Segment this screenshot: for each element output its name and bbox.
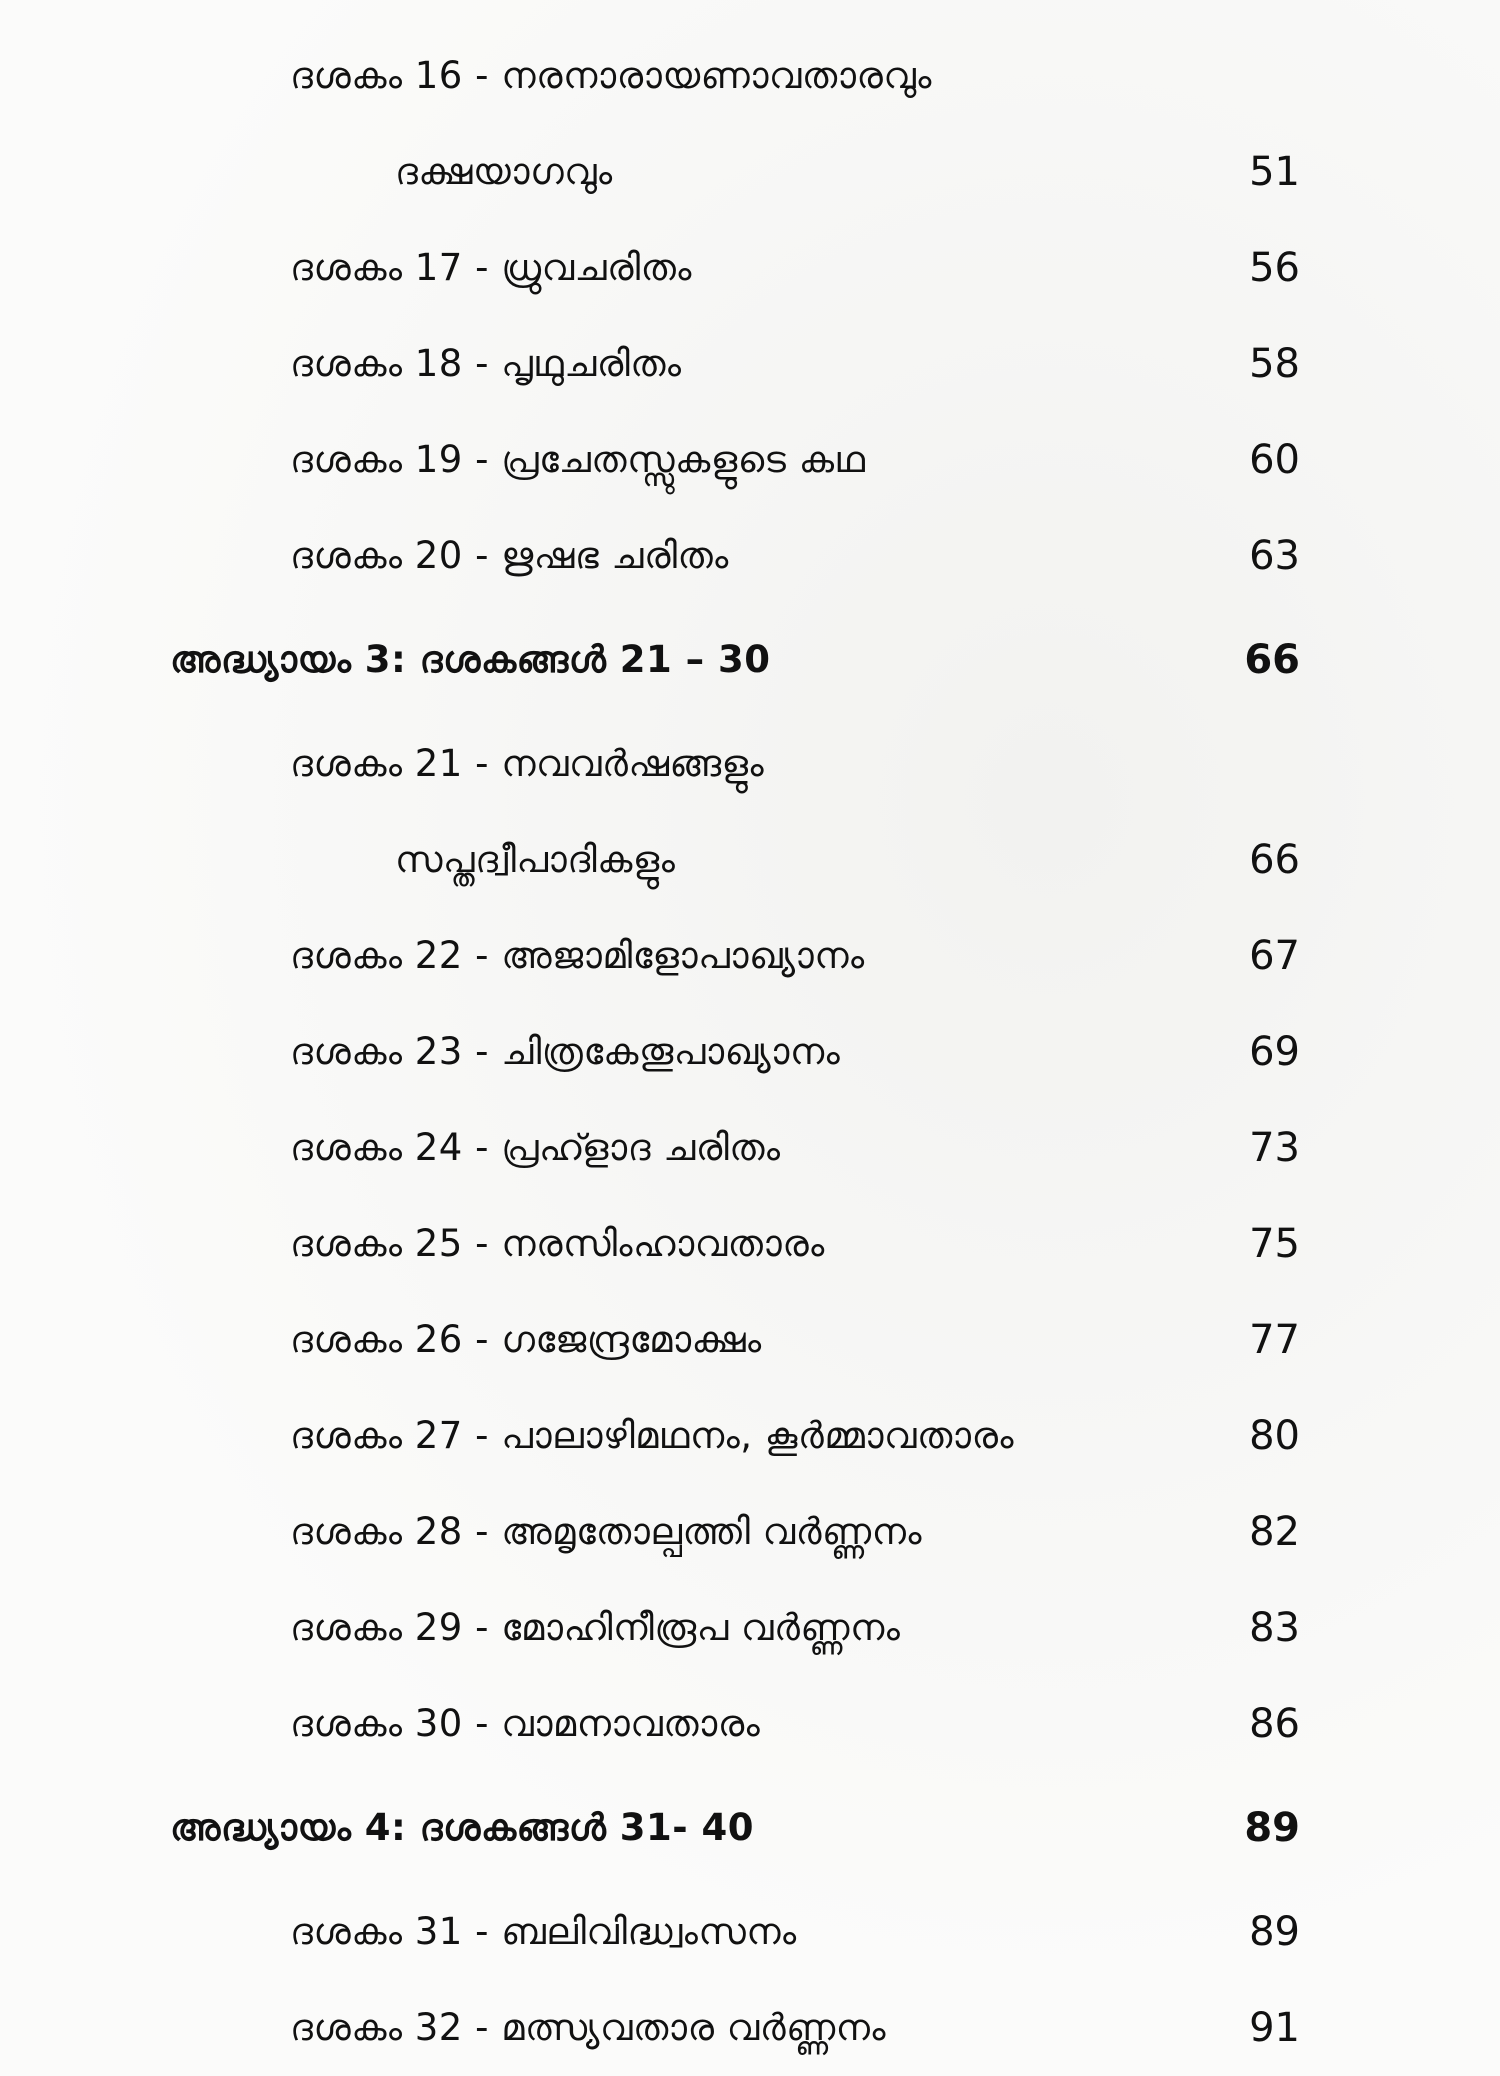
toc-entry-page: 86 [1249,1701,1300,1747]
toc-entry-dasakam-16-continued [170,124,1300,220]
toc-chapter-3 [170,604,1300,716]
toc-entry-title: ദശകം 20 - ഋഷഭ ചരിതം [290,534,729,577]
toc-entry-dasakam-28 [170,1484,1300,1580]
toc-entry-page: 89 [1249,1909,1300,1955]
toc-entry-title: ദശകം 19 - പ്രചേതസ്സുകളുടെ കഥ [290,438,866,481]
toc-entry-title: ദശകം 16 - നരനാരായണാവതാരവും [290,54,932,97]
toc-entry-title: ദശകം 29 - മോഹിനീരൂപ വർണ്ണനം [290,1606,901,1649]
toc-entry-title: ദശകം 30 - വാമനാവതാരം [290,1702,761,1745]
toc-entry-dasakam-18 [170,316,1300,412]
toc-entry-title: ദശകം 32 - മത്സ്യവതാര വർണ്ണനം [290,2006,887,2049]
toc-entry-page: 56 [1249,245,1300,291]
toc-entry-title: ദശകം 27 - പാലാഴിമഥനം, കൂർമ്മാവതാരം [290,1414,1014,1457]
toc-entry-dasakam-27 [170,1388,1300,1484]
toc-entry-title: ദശകം 23 - ചിത്രകേതൂപാഖ്യാനം [290,1030,841,1073]
toc-entry-page: 75 [1249,1221,1300,1267]
toc-entry-title: ദശകം 18 - പൃഥുചരിതം [290,342,682,385]
toc-entry-dasakam-30 [170,1676,1300,1772]
toc-entry-page: 66 [1249,837,1300,883]
toc-chapter-page: 89 [1244,1805,1300,1851]
toc-entry-dasakam-17 [170,220,1300,316]
toc-entry-dasakam-29 [170,1580,1300,1676]
table-of-contents [170,28,1300,2076]
toc-entry-dasakam-32 [170,1980,1300,2076]
toc-chapter-page: 66 [1244,637,1300,683]
toc-entry-dasakam-19 [170,412,1300,508]
toc-entry-page: 69 [1249,1029,1300,1075]
toc-entry-page: 67 [1249,933,1300,979]
toc-entry-title: ദശകം 24 - പ്രഹ്ളാദ ചരിതം [290,1126,781,1169]
toc-entry-title: ദശകം 31 - ബലിവിദ്ധ്വംസനം [290,1910,797,1953]
toc-entry-dasakam-26 [170,1292,1300,1388]
toc-entry-title: ദശകം 22 - അജാമിളോപാഖ്യാനം [290,934,865,977]
toc-entry-dasakam-20 [170,508,1300,604]
toc-entry-page: 73 [1249,1125,1300,1171]
toc-entry-title: ദശകം 26 - ഗജേന്ദ്രമോക്ഷം [290,1318,762,1361]
toc-entry-page: 80 [1249,1413,1300,1459]
toc-entry-page: 83 [1249,1605,1300,1651]
toc-entry-dasakam-31 [170,1884,1300,1980]
toc-entry-title: ദശകം 21 - നവവർഷങ്ങളും [290,742,765,785]
toc-entry-page: 51 [1249,149,1300,195]
toc-entry-dasakam-24 [170,1100,1300,1196]
toc-entry-dasakam-21 [170,716,1300,812]
toc-entry-dasakam-22 [170,908,1300,1004]
toc-entry-dasakam-21-continued [170,812,1300,908]
toc-entry-dasakam-25 [170,1196,1300,1292]
toc-entry-title: ദക്ഷയാഗവും [395,150,613,193]
toc-entry-title: ദശകം 17 - ധ്രുവചരിതം [290,246,692,289]
toc-entry-title: ദശകം 25 - നരസിംഹാവതാരം [290,1222,825,1265]
toc-entry-page: 77 [1249,1317,1300,1363]
toc-entry-dasakam-23 [170,1004,1300,1100]
toc-entry-title: സപ്തദ്വീപാദികളും [395,838,676,881]
toc-entry-page: 60 [1249,437,1300,483]
toc-chapter-4 [170,1772,1300,1884]
toc-chapter-title: അദ്ധ്യായം 4: ദശകങ്ങൾ 31- 40 [170,1806,754,1849]
toc-entry-page: 58 [1249,341,1300,387]
toc-entry-page: 91 [1249,2005,1300,2051]
toc-entry-page: 63 [1249,533,1300,579]
toc-entry-page: 82 [1249,1509,1300,1555]
toc-entry-dasakam-16 [170,28,1300,124]
toc-entry-title: ദശകം 28 - അമൃതോല്പത്തി വർണ്ണനം [290,1510,922,1553]
toc-chapter-title: അദ്ധ്യായം 3: ദശകങ്ങൾ 21 – 30 [170,638,771,681]
